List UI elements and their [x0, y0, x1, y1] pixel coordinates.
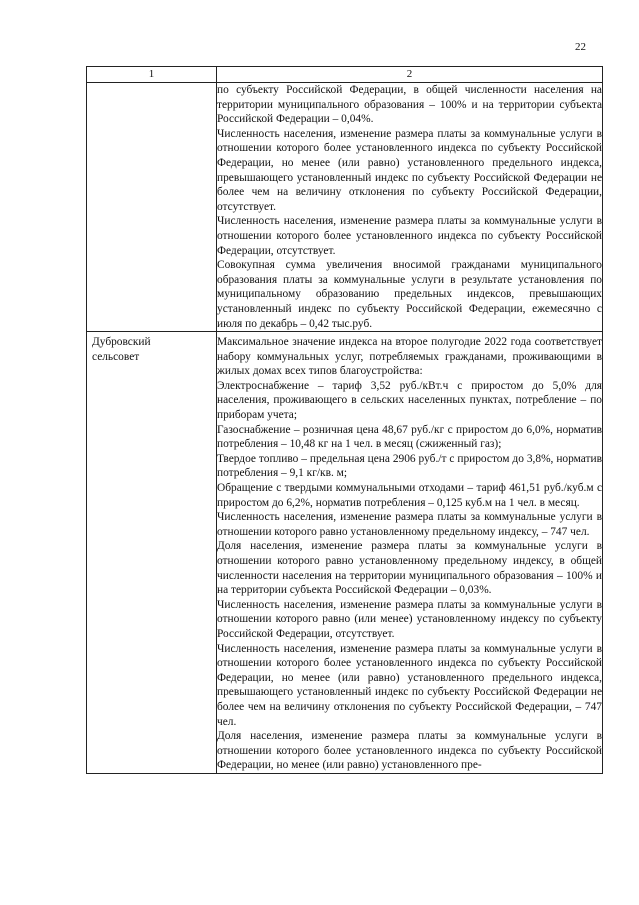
paragraph: Совокупная сумма увеличения вносимой гражданами муниципального образования платы за коммунальные услуги в результате установления по муниципальному образованию предельных индексов, превышающих установленный индекс по субъекту Российской Федерации, ежемесячно с июля по декабрь – 0,42 тыс.руб. — [217, 259, 602, 330]
column-header-1: 1 — [87, 67, 217, 83]
municipality-type: сельсовет — [92, 350, 140, 363]
paragraph: Численность населения, изменение размера платы за коммунальные услуги в отношении которого равно (или менее) установленному индексу по субъекту Российской Федерации, отсутствует. — [217, 598, 602, 640]
row1-col1 — [87, 83, 217, 332]
paragraph: Численность населения, изменение размера платы за коммунальные услуги в отношении которого более установленного индекса по субъекту Российской Федерации, но менее (или равно) установленного предельного индекса, превышающего установленный индекс по субъекту Российской Федерации не более чем на величину отклонения по субъекту Российской Федерации, отсутствует. — [217, 127, 602, 213]
paragraph: Максимальное значение индекса на второе полугодие 2022 года соответствует набору коммунальных услуг, потребляемых гражданами, проживающими в жилых домах всех типов благоустройства: — [217, 336, 602, 378]
column-header-2: 2 — [217, 67, 603, 83]
paragraph: Электроснабжение – тариф 3,52 руб./кВт.ч с приростом до 5,0% для населения, проживающего в сельских населенных пунктах, потребление – по приборам учета; — [217, 379, 602, 422]
row2-col2 — [217, 332, 603, 774]
table-row — [87, 332, 603, 774]
paragraph: по субъекту Российской Федерации, в общей численности населения на территории муниципального образования – 100% и на территории субъекта Российской Федерации – 0,04%. — [217, 84, 602, 126]
paragraph: Численность населения, изменение размера платы за коммунальные услуги в отношении которого равно установленному предельному индексу, – 747 чел. — [217, 511, 602, 538]
municipality-name: Дубровский — [92, 336, 151, 349]
paragraph: Доля населения, изменение размера платы за коммунальные услуги в отношении которого более установленного индекса по субъекту Российской Федерации, но менее (или равно) установленного пре- — [217, 730, 602, 772]
table-row — [87, 83, 603, 332]
paragraph: Обращение с твердыми коммунальными отходами – тариф 461,51 руб./куб.м с приростом до 6,2%, норматив потребления – 0,125 куб.м на 1 чел. в месяц. — [217, 482, 602, 509]
paragraph: Численность населения, изменение размера платы за коммунальные услуги в отношении которого более установленного индекса по субъекту Российской Федерации, отсутствует. — [217, 215, 602, 257]
row2-col1 — [87, 332, 217, 774]
row1-col2 — [217, 83, 603, 332]
paragraph: Твердое топливо – предельная цена 2906 руб./т с приростом до 3,8%, норматив потребления – 9,1 кг/кв. м; — [217, 452, 602, 480]
page-number: 22 — [575, 41, 586, 53]
paragraph: Доля населения, изменение размера платы за коммунальные услуги в отношении которого равно установленному предельному индексу, в общей численности населения на территории муниципального образования – 100% и на территории субъекта Российской Федерации – 0,03%. — [217, 540, 602, 597]
paragraph: Численность населения, изменение размера платы за коммунальные услуги в отношении которого более установленного индекса по субъекту Российской Федерации, но менее (или равно) установленного предельного индекса, превышающего установленный индекс по субъекту Российской Федерации не более чем на величину отклонения по субъекту Российской Федерации, – 747 чел. — [217, 642, 602, 728]
document-table — [86, 66, 603, 774]
table-header-row — [87, 67, 603, 83]
paragraph: Газоснабжение – розничная цена 48,67 руб./кг с приростом до 6,0%, норматив потребления – 10,48 кг на 1 чел. в месяц (сжиженный газ); — [217, 423, 602, 451]
